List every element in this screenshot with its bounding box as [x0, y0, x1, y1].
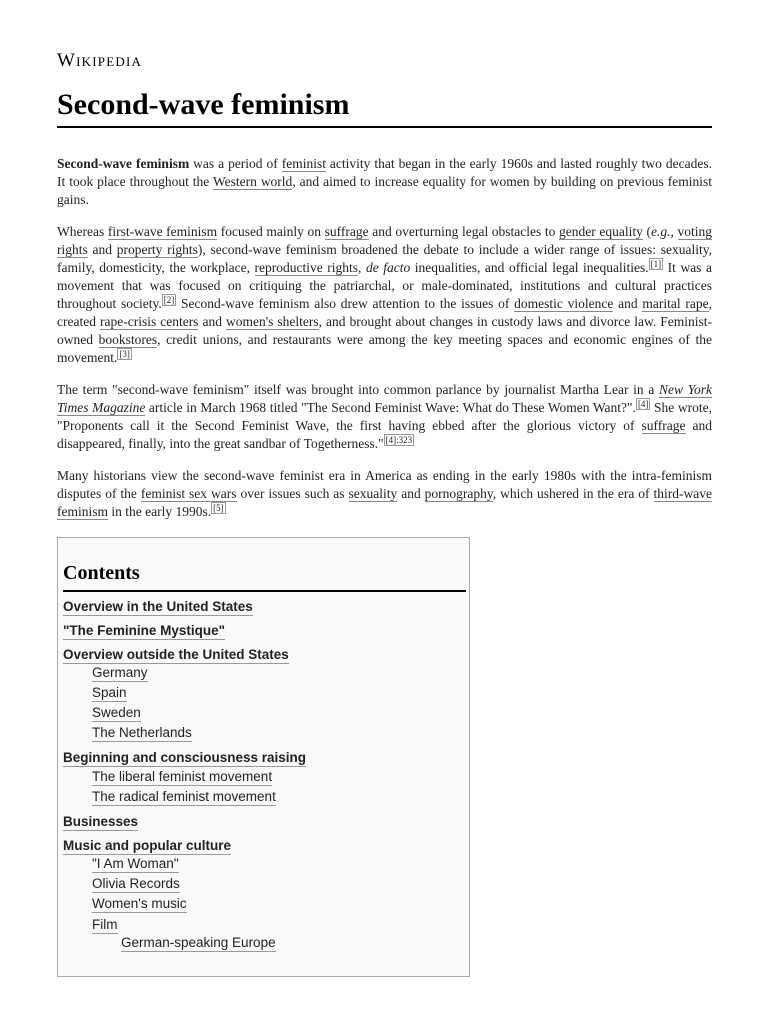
toc-item-german-speaking-europe[interactable]: German-speaking Europe — [121, 935, 276, 950]
toc-item-liberal-feminist[interactable]: The liberal feminist movement — [92, 769, 273, 784]
link-pornography[interactable]: pornography — [424, 486, 493, 501]
link-rape-crisis-centers[interactable]: rape-crisis centers — [99, 314, 199, 329]
link-western-world[interactable]: Western world — [212, 174, 293, 189]
toc-item-overview-us[interactable]: Overview in the United States — [63, 599, 253, 614]
table-of-contents — [57, 537, 470, 977]
text: ), second-wave feminism broadened the debate to include a wider range of issues: sexuality, family, domesticity, the workplace, — [57, 242, 712, 275]
text: , credit unions, and restaurants were among the key meeting spaces and economic engines of the movement. — [57, 332, 713, 365]
text: over issues such as — [236, 486, 349, 501]
article-body — [57, 155, 712, 535]
link-nyt-magazine[interactable]: New York Times Magazine — [57, 382, 712, 415]
toc-item-businesses[interactable]: Businesses — [63, 814, 139, 829]
text: inequalities, and official legal inequalities. — [410, 260, 649, 275]
toc-item-womens-music[interactable]: Women's music — [92, 896, 187, 911]
citation-3[interactable]: [3] — [119, 348, 130, 359]
text: , — [358, 260, 366, 275]
citation-4[interactable]: [4] — [637, 398, 649, 409]
text: Many historians view the second-wave feminist era in America as ending in the early 1980s with the intra-feminism disputes of the — [57, 468, 712, 501]
citation-5[interactable]: [5] — [213, 502, 224, 513]
title-divider — [57, 126, 712, 128]
text: The term "second-wave feminism" itself was brought into common parlance by journalist Martha Lear in a — [57, 382, 660, 397]
text: , and aimed to increase equality for women by building on previous feminist gains. — [57, 174, 712, 207]
paragraph-2 — [57, 223, 712, 367]
text: ( — [642, 224, 651, 239]
link-womens-shelters[interactable]: women's shelters — [225, 314, 319, 329]
toc-title: Contents — [63, 562, 140, 584]
page-title: Second-wave feminism — [57, 88, 350, 121]
paragraph-3 — [57, 381, 712, 453]
text: and — [397, 486, 425, 501]
toc-item-netherlands[interactable]: The Netherlands — [92, 725, 192, 740]
link-suffrage[interactable]: suffrage — [324, 224, 369, 239]
link-bookstores[interactable]: bookstores — [98, 332, 158, 347]
text-de-facto: de facto — [365, 260, 411, 275]
link-third-wave-feminism[interactable]: third-wave feminism — [57, 486, 712, 519]
link-domestic-violence[interactable]: domestic violence — [514, 296, 614, 311]
text: in the early 1990s. — [108, 504, 212, 519]
toc-item-consciousness-raising[interactable]: Beginning and consciousness raising — [63, 750, 307, 765]
link-voting-rights[interactable]: voting rights — [57, 224, 713, 257]
text: and — [198, 314, 226, 329]
text: She wrote, "Proponents call it the Second Feminist Wave, the first having ebbed after the glorious victory of — [57, 400, 712, 433]
toc-divider — [63, 590, 466, 592]
toc-item-olivia-records[interactable]: Olivia Records — [92, 876, 180, 891]
toc-item-overview-outside-us[interactable]: Overview outside the United States — [63, 647, 289, 662]
toc-item-radical-feminist[interactable]: The radical feminist movement — [92, 789, 276, 804]
text: was a period of — [189, 156, 282, 171]
citation-2[interactable]: [2] — [163, 294, 175, 305]
text: and — [87, 242, 117, 257]
toc-item-i-am-woman[interactable]: "I Am Woman" — [92, 856, 179, 871]
text: and overturning legal obstacles to — [368, 224, 560, 239]
text: , — [670, 224, 678, 239]
citation-1[interactable]: [1] — [650, 258, 662, 269]
text: focused mainly on — [217, 224, 325, 239]
text: , and brought about changes in custody laws and divorce law. Feminist-owned — [57, 314, 713, 347]
text: , which ushered in the era of — [492, 486, 654, 501]
link-property-rights[interactable]: property rights — [116, 242, 198, 257]
link-suffrage-2[interactable]: suffrage — [641, 418, 686, 433]
citation-4-323[interactable]: [4]:323 — [385, 434, 413, 445]
link-first-wave-feminism[interactable]: first-wave feminism — [107, 224, 218, 239]
link-gender-equality[interactable]: gender equality — [559, 224, 643, 239]
link-reproductive-rights[interactable]: reproductive rights — [254, 260, 359, 275]
paragraph-4 — [57, 467, 712, 521]
text: activity that began in the early 1960s and lasted roughly two decades. It took place throughout the — [57, 156, 712, 189]
lead-term: Second-wave feminism — [57, 156, 190, 171]
link-sexuality[interactable]: sexuality — [348, 486, 398, 501]
toc-item-sweden[interactable]: Sweden — [92, 705, 141, 720]
text: Whereas — [57, 224, 108, 239]
text: article in March 1968 titled "The Second Feminist Wave: What do These Women Want?". — [145, 400, 636, 415]
text: It was a movement that was focused on critiquing the patriarchal, or male-dominated, institutions and cultural practices throughout society. — [57, 260, 712, 311]
toc-item-music-popular-culture[interactable]: Music and popular culture — [63, 838, 232, 853]
text: , created — [57, 296, 713, 329]
link-feminist-sex-wars[interactable]: feminist sex wars — [140, 486, 237, 501]
link-feminist[interactable]: feminist — [281, 156, 326, 171]
text-eg: e.g. — [651, 224, 671, 239]
site-wordmark[interactable]: Wikipedia — [57, 50, 143, 71]
text: and disappeared, finally, into the great sandbar of Togetherness." — [57, 418, 712, 451]
toc-item-germany[interactable]: Germany — [92, 665, 148, 680]
toc-item-feminine-mystique[interactable]: "The Feminine Mystique" — [63, 623, 226, 638]
paragraph-1 — [57, 155, 712, 209]
toc-item-spain[interactable]: Spain — [92, 685, 127, 700]
link-marital-rape[interactable]: marital rape — [642, 296, 709, 311]
text: Second-wave feminism also drew attention to the issues of — [176, 296, 515, 311]
text: and — [613, 296, 643, 311]
toc-item-film[interactable]: Film — [92, 917, 118, 932]
